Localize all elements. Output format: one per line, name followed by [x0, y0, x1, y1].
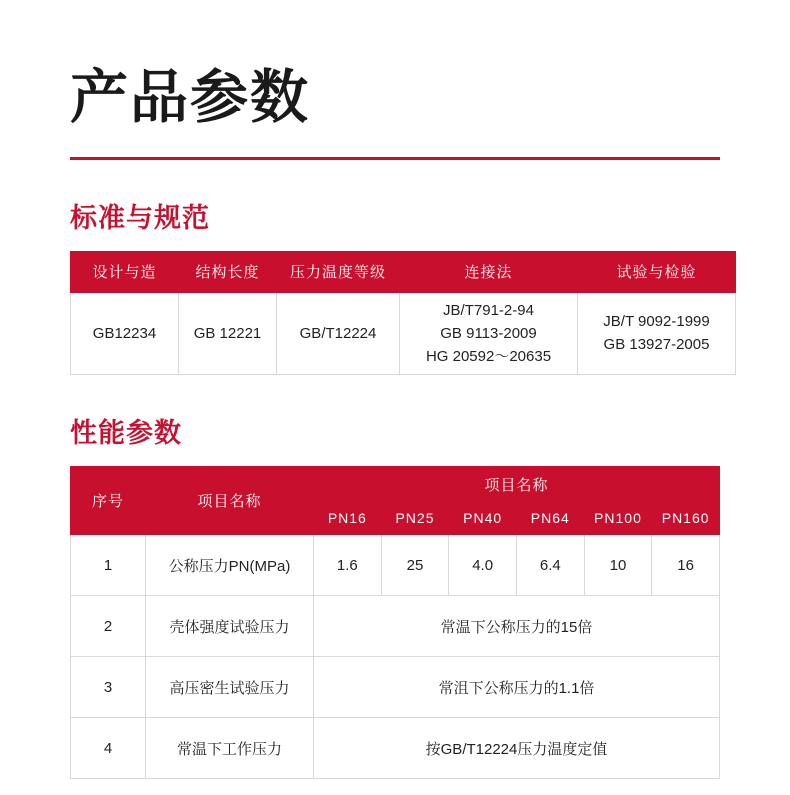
performance-section-heading: 性能参数	[70, 418, 182, 449]
page-title: 产品参数	[70, 65, 311, 130]
cell-row-no: 1	[71, 535, 146, 596]
cell-row-no: 2	[71, 596, 146, 657]
cell-value-pn16: 1.6	[314, 535, 382, 596]
cell-value-pn100: 10	[584, 535, 652, 596]
col-header-pn100: PN100	[584, 502, 652, 535]
cell-item-name: 常温下工作压力	[146, 718, 314, 779]
col-header-connection: 连接法	[400, 251, 578, 292]
cell-value-pn160: 16	[652, 535, 720, 596]
col-header-pn16: PN16	[314, 502, 382, 535]
connection-standard-line-3: HG 20592～20635	[425, 348, 552, 365]
cell-value-pn64: 6.4	[516, 535, 584, 596]
cell-merged-value: 常沮下公称压力的1.1倍	[314, 657, 720, 718]
col-header-structure-length: 结构长度	[179, 251, 277, 292]
table-row	[71, 596, 720, 657]
col-header-pn64: PN64	[516, 502, 584, 535]
cell-pressure-temp-standard: GB/T12224	[277, 292, 400, 375]
cell-connection-standards	[400, 292, 578, 375]
table-header-row	[71, 251, 736, 292]
cell-test-standards	[578, 292, 736, 375]
cell-value-pn40: 4.0	[449, 535, 517, 596]
col-header-no: 序号	[71, 467, 146, 535]
performance-table	[70, 466, 720, 779]
col-header-pn25: PN25	[381, 502, 449, 535]
table-header-row-group	[71, 467, 720, 502]
cell-merged-value: 按GB/T12224压力温度定值	[314, 718, 720, 779]
cell-item-name: 壳体强度试验压力	[146, 596, 314, 657]
table-row	[71, 535, 720, 596]
connection-standard-line-2: GB 9113-2009	[440, 324, 537, 342]
col-header-pn40: PN40	[449, 502, 517, 535]
cell-row-no: 3	[71, 657, 146, 718]
standards-section-heading: 标准与规范	[70, 202, 210, 233]
test-standard-line-1: JB/T 9092-1999	[603, 313, 710, 331]
col-header-item-name: 项目名称	[146, 467, 314, 535]
col-header-pressure-temp-rating: 压力温度等级	[277, 251, 400, 292]
standards-table	[70, 251, 736, 376]
col-header-group-item-name: 项目名称	[314, 467, 720, 502]
test-standard-line-2: GB 13927-2005	[603, 336, 710, 354]
col-header-pn160: PN160	[652, 502, 720, 535]
cell-value-pn25: 25	[381, 535, 449, 596]
cell-item-name: 高压密生试验压力	[146, 657, 314, 718]
col-header-test-inspection: 试验与检验	[578, 251, 736, 292]
col-header-design: 设计与造	[71, 251, 179, 292]
cell-structure-length-standard: GB 12221	[179, 292, 277, 375]
table-row	[71, 718, 720, 779]
cell-design-standard: GB12234	[71, 292, 179, 375]
table-row	[71, 657, 720, 718]
table-row	[71, 292, 736, 375]
cell-item-name: 公称压力PN(MPa)	[146, 535, 314, 596]
connection-standard-line-1: JB/T791-2-94	[443, 301, 534, 319]
title-divider	[70, 157, 720, 160]
cell-merged-value: 常温下公称压力的15倍	[314, 596, 720, 657]
cell-row-no: 4	[71, 718, 146, 779]
